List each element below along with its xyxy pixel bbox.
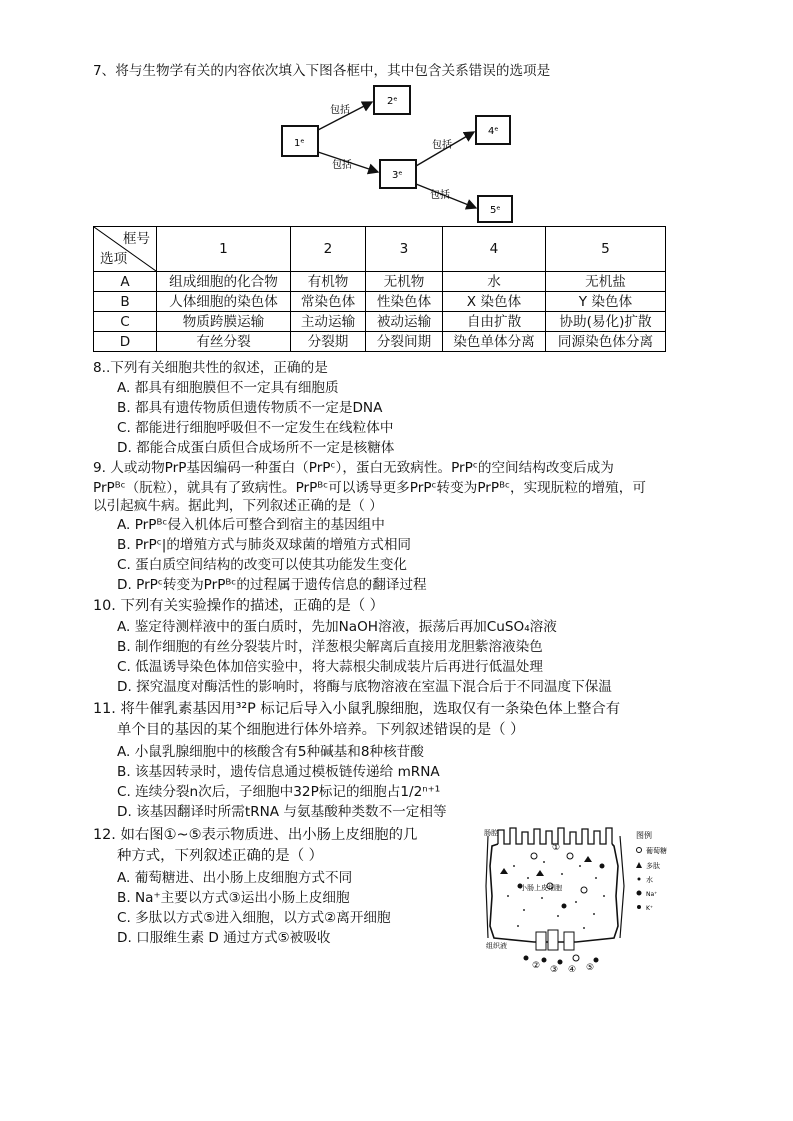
corner-top-label: 框号 (122, 231, 150, 247)
q8-stem: 8..下列有关细胞共性的叙述，正确的是 (93, 360, 328, 376)
box-5-label: 5ᵉ (490, 205, 501, 216)
q8-option-b: B. 都具有遗传物质但遗传物质不一定是DNA (117, 400, 383, 416)
row-label: B (94, 292, 157, 312)
q11-option-d: D. 该基因翻译时所需tRNA 与氨基酸种类数不一定相等 (117, 804, 447, 820)
table-cell: 无机盐 (546, 272, 666, 292)
table-cell: 无机物 (366, 272, 443, 292)
transport-proteins (536, 930, 574, 950)
table-cell: 水 (443, 272, 546, 292)
q12-option-d: D. 口服维生素 D 通过方式⑤被吸收 (117, 930, 331, 946)
q10-option-d: D. 探究温度对酶活性的影响时，将酶与底物溶液在室温下混合后于不同温度下保温 (117, 679, 612, 695)
row-label: D (94, 332, 157, 352)
marker-3: ③ (550, 965, 559, 975)
marker-5: ⑤ (586, 963, 595, 973)
label-lumen: 肠腔 (484, 829, 498, 837)
neighbor-cell-right (620, 836, 624, 938)
legend-glucose: 葡萄糖 (646, 847, 667, 855)
table-row (94, 312, 666, 332)
q9-option-c: C. 蛋白质空间结构的改变可以使其功能发生变化 (117, 557, 408, 573)
q9-option-d: D. PrPᶜ转变为PrPᴮᶜ的过程属于遗传信息的翻译过程 (117, 577, 427, 593)
molecules (500, 853, 605, 909)
diagram-box-2 (374, 86, 410, 114)
microvilli-border (498, 828, 612, 844)
table-row (94, 292, 666, 312)
q8-option-c: C. 都能进行细胞呼吸但不一定发生在线粒体中 (117, 420, 394, 436)
table-cell: 协助(易化)扩散 (546, 312, 666, 332)
col-header: 3 (366, 227, 443, 272)
q7-diagram (270, 84, 530, 224)
table-corner-cell (94, 227, 157, 272)
arrow-label-3: 包括 (432, 140, 452, 151)
table-cell: 分裂期 (291, 332, 366, 352)
box-3-label: 3ᵉ (392, 170, 403, 181)
marker-1: ① (552, 843, 561, 853)
diagram-box-3 (380, 160, 416, 188)
neighbor-cell-left (486, 836, 488, 938)
box-2-label: 2ᵉ (387, 96, 398, 107)
table-cell: 物质跨膜运输 (157, 312, 291, 332)
arrow-label-1: 包括 (330, 105, 350, 116)
table-header-row (94, 227, 666, 272)
q10-stem: 10. 下列有关实验操作的描述，正确的是（ ） (93, 598, 385, 614)
q9-stem-line-2: PrPᴮᶜ（朊粒），就具有了致病性。PrPᴮᶜ可以诱导更多PrPᶜ转变为PrPᴮᶜ，实现朊粒的增殖，可 (93, 480, 646, 496)
label-cell: 小肠上皮细胞 (520, 884, 562, 892)
q7-stem: 7、将与生物学有关的内容依次填入下图各框中，其中包含关系错误的选项是 (93, 63, 551, 79)
q11-option-c: C. 连续分裂n次后，子细胞中32P标记的细胞占1/2ⁿ⁺¹ (117, 784, 441, 800)
q11-option-a: A. 小鼠乳腺细胞中的核酸含有5种碱基和8种核苷酸 (117, 744, 424, 760)
diagram-box-5 (478, 196, 512, 222)
table-cell: 有丝分裂 (157, 332, 291, 352)
col-header: 1 (157, 227, 291, 272)
row-label: C (94, 312, 157, 332)
q9-stem-line-3: 以引起疯牛病。据此判，下列叙述正确的是（ ） (93, 498, 383, 514)
table-cell: 主动运输 (291, 312, 366, 332)
table-cell: 性染色体 (366, 292, 443, 312)
q12-option-c: C. 多肽以方式⑤进入细胞，以方式②离开细胞 (117, 910, 391, 926)
label-tissue-fluid: 组织液 (486, 942, 507, 950)
q9-option-b: B. PrPᶜ|的增殖方式与肺炎双球菌的增殖方式相同 (117, 537, 412, 553)
figure-legend (636, 830, 667, 912)
table-cell: 染色单体分离 (443, 332, 546, 352)
table-cell: 同源染色体分离 (546, 332, 666, 352)
diagram-box-4 (476, 116, 510, 144)
table-cell: 常染色体 (291, 292, 366, 312)
cell-body (490, 844, 618, 942)
table-cell: 自由扩散 (443, 312, 546, 332)
q10-option-a: A. 鉴定待测样液中的蛋白质时，先加NaOH溶液，振荡后再加CuSO₄溶液 (117, 619, 557, 635)
marker-4: ④ (568, 965, 577, 975)
marker-2: ② (532, 961, 541, 971)
legend-k: K⁺ (646, 905, 654, 912)
col-header: 4 (443, 227, 546, 272)
q11-option-b: B. 该基因转录时，遗传信息通过模板链传递给 mRNA (117, 764, 440, 780)
table-cell: 有机物 (291, 272, 366, 292)
q12-stem-line-1: 12. 如右图①~⑤表示物质进、出小肠上皮细胞的几 (93, 827, 418, 843)
legend-na: Na⁺ (646, 891, 658, 898)
table-cell: X 染色体 (443, 292, 546, 312)
q11-stem-line-2: 单个目的基因的某个细胞进行体外培养。下列叙述错误的是（ ） (117, 722, 525, 738)
intestinal-cell-figure (484, 826, 684, 976)
box-4-label: 4ᵉ (488, 126, 499, 137)
q10-option-c: C. 低温诱导染色体加倍实验中，将大蒜根尖制成装片后再进行低温处理 (117, 659, 543, 675)
corner-bottom-label: 选项 (100, 251, 128, 267)
diagram-box-1 (282, 126, 318, 156)
q12-option-a: A. 葡萄糖进、出小肠上皮细胞方式不同 (117, 870, 353, 886)
legend-water: 水 (646, 876, 653, 884)
q9-option-a: A. PrPᴮᶜ侵入机体后可整合到宿主的基因组中 (117, 517, 385, 533)
table-cell: 人体细胞的染色体 (157, 292, 291, 312)
row-label: A (94, 272, 157, 292)
q7-options-table (93, 226, 666, 352)
table-row (94, 272, 666, 292)
q9-stem-line-1: 9. 人或动物PrP基因编码一种蛋白（PrPᶜ），蛋白无致病性。PrPᶜ的空间结构改变后成为 (93, 460, 614, 476)
legend-peptide: 多肽 (646, 862, 660, 870)
arrow-label-4: 包括 (430, 190, 450, 201)
col-header: 5 (546, 227, 666, 272)
cytoplasm-texture (507, 861, 605, 929)
col-header: 2 (291, 227, 366, 272)
q10-option-b: B. 制作细胞的有丝分裂装片时，洋葱根尖解离后直接用龙胆紫溶液染色 (117, 639, 543, 655)
q11-stem-line-1: 11. 将牛催乳素基因用³²P 标记后导入小鼠乳腺细胞，选取仅有一条染色体上整合有 (93, 701, 621, 717)
table-cell: Y 染色体 (546, 292, 666, 312)
q8-option-d: D. 都能合成蛋白质但合成场所不一定是核糖体 (117, 440, 395, 456)
arrow-label-2: 包括 (332, 160, 352, 171)
q8-option-a: A. 都具有细胞膜但不一定具有细胞质 (117, 380, 339, 396)
table-row (94, 332, 666, 352)
legend-title: 图例 (636, 831, 652, 840)
q12-stem-line-2: 种方式，下列叙述正确的是（ ） (117, 848, 324, 864)
table-cell: 分裂间期 (366, 332, 443, 352)
table-cell: 组成细胞的化合物 (157, 272, 291, 292)
box-1-label: 1ᵉ (294, 138, 305, 149)
q12-option-b: B. Na⁺主要以方式③运出小肠上皮细胞 (117, 890, 350, 906)
table-cell: 被动运输 (366, 312, 443, 332)
